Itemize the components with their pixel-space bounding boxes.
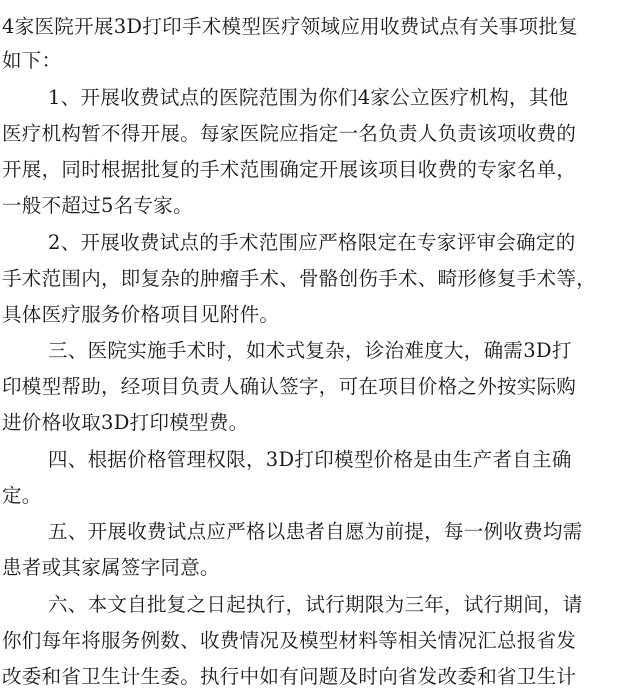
text-line: 如下： [2, 49, 62, 72]
text-line: 六、本文自批复之日起执行，试行期限为三年，试行期间，请 [48, 593, 583, 616]
text-line: 1、开展收费试点的医院范围为你们4家公立医疗机构，其他 [48, 86, 569, 109]
text-line: 印模型帮助，经项目负责人确认签字，可在项目价格之外按实际购 [2, 375, 577, 398]
text-line: 定。 [2, 484, 42, 507]
text-line: 一般不超过5名专家。 [2, 194, 193, 217]
text-line: 三、医院实施手术时，如术式复杂，诊治难度大，确需3D打 [48, 339, 572, 362]
text-line: 医疗机构暂不得开展。每家医院应指定一名负责人负责该项收费的 [2, 122, 577, 145]
text-line: 你们每年将服务例数、收费情况及模型材料等相关情况汇总报省发 [2, 629, 577, 652]
text-line: 4家医院开展3D打印手术模型医疗领域应用收费试点有关事项批复 [2, 15, 578, 38]
text-line: 改委和省卫生计生委。执行中如有问题及时向省发改委和省卫生计 [2, 665, 577, 688]
text-line: 五、开展收费试点应严格以患者自愿为前提，每一例收费均需 [48, 520, 583, 543]
text-line: 开展，同时根据批复的手术范围确定开展该项目收费的专家名单， [2, 158, 577, 181]
text-line: 患者或其家属签字同意。 [2, 556, 220, 579]
text-line: 手术范围内，即复杂的肿瘤手术、骨骼创伤手术、畸形修复手术等， [2, 267, 597, 290]
text-line: 四、根据价格管理权限，3D打印模型价格是由生产者自主确 [48, 448, 572, 471]
text-line: 具体医疗服务价格项目见附件。 [2, 303, 280, 326]
text-line: 进价格收取3D打印模型费。 [2, 411, 249, 434]
text-line: 2、开展收费试点的手术范围应严格限定在专家评审会确定的 [48, 231, 576, 254]
